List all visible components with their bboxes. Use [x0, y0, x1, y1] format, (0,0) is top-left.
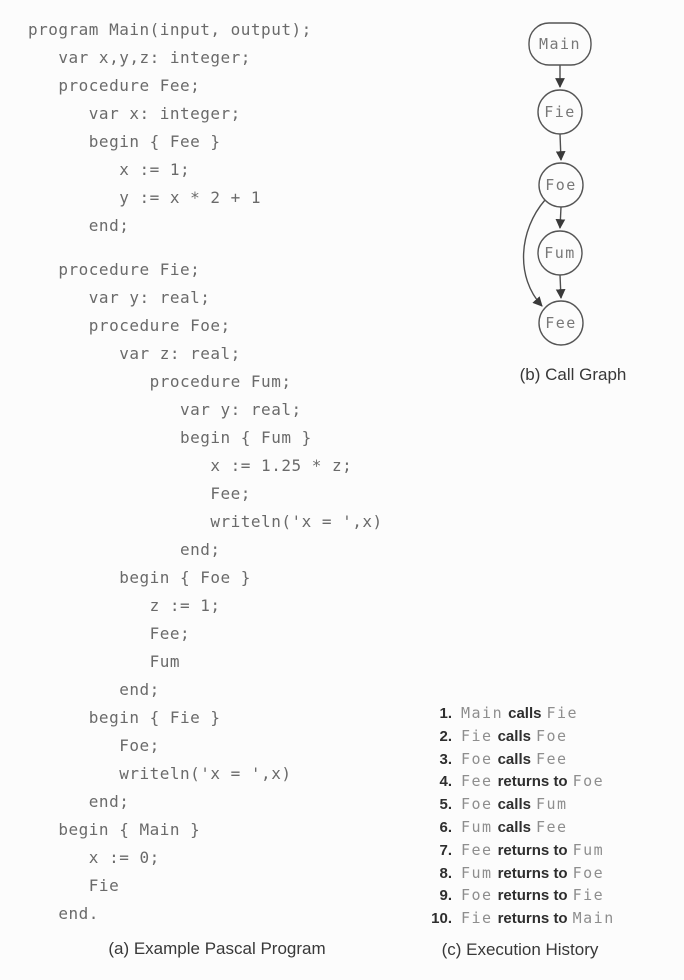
code-line: procedure Fee; — [28, 76, 201, 95]
history-item — [398, 839, 615, 862]
code-line: end; — [28, 680, 160, 699]
caller-name: Fum — [461, 817, 493, 836]
caption-execution-history: (c) Execution History — [441, 940, 599, 959]
caller-name: Fie — [461, 726, 493, 745]
history-item — [398, 770, 615, 793]
graph-node-fee-label: Fee — [545, 314, 577, 332]
graph-node-fum — [538, 231, 582, 275]
callee-name: Fum — [572, 840, 605, 859]
code-line: begin { Fee } — [28, 132, 221, 151]
history-item — [398, 862, 615, 885]
history-item-number: 6. — [439, 818, 452, 836]
history-item — [398, 702, 615, 725]
history-item-number: 1. — [439, 705, 452, 722]
code-line: begin { Foe } — [28, 568, 251, 587]
edge-foe-fum — [560, 207, 561, 228]
code-line: Fum — [28, 652, 180, 671]
graph-node-foe — [539, 163, 583, 207]
caller-name: Fee — [461, 772, 493, 791]
call-graph-svg — [498, 16, 638, 361]
code-line: program Main(input, output); — [28, 20, 312, 39]
code-line: z := 1; — [28, 596, 221, 615]
caller-name: Foe — [461, 886, 493, 905]
code-line: begin { Fum } — [28, 428, 312, 447]
code-line: x := 0; — [28, 848, 160, 867]
code-line: procedure Fie; — [28, 260, 201, 279]
history-verb: calls — [497, 750, 531, 768]
history-item-number: 8. — [439, 864, 452, 882]
edge-fie-foe — [560, 134, 561, 160]
caller-name: Foe — [461, 795, 493, 814]
code-line: procedure Fum; — [28, 372, 292, 391]
history-verb: returns to — [497, 864, 568, 882]
history-verb: calls — [497, 796, 531, 814]
code-line: writeln('x = ',x) — [28, 764, 292, 783]
code-blank-line — [28, 240, 383, 256]
history-item-number: 9. — [439, 887, 452, 905]
history-item-number: 5. — [439, 796, 452, 814]
code-line: var y: real; — [28, 288, 211, 307]
history-verb: calls — [497, 818, 531, 836]
code-line: end; — [28, 216, 130, 235]
graph-node-fum-label: Fum — [544, 244, 576, 262]
code-line: var z: real; — [28, 344, 241, 363]
callee-name: Fie — [572, 886, 605, 905]
code-line: procedure Foe; — [28, 316, 231, 335]
caller-name: Fum — [461, 863, 493, 882]
callee-name: Foe — [572, 863, 605, 882]
history-verb: calls — [497, 727, 531, 745]
code-line: end; — [28, 540, 221, 559]
code-line: end. — [28, 904, 99, 923]
execution-history-list — [398, 702, 615, 930]
history-item — [398, 725, 615, 748]
caller-name: Fee — [461, 840, 493, 859]
code-line: begin { Main } — [28, 820, 201, 839]
history-item — [398, 748, 615, 771]
graph-node-foe-label: Foe — [545, 176, 577, 194]
history-item-number: 3. — [439, 750, 452, 768]
history-verb: returns to — [497, 910, 568, 928]
code-line: Fee; — [28, 624, 191, 643]
history-verb: calls — [508, 705, 542, 722]
code-line: Fie — [28, 876, 120, 895]
graph-node-fie-label: Fie — [544, 103, 576, 121]
history-item — [398, 907, 615, 930]
history-item-number: 2. — [439, 727, 452, 745]
callee-name: Fee — [535, 817, 568, 836]
history-item-number: 7. — [439, 841, 452, 859]
code-line: writeln('x = ',x) — [28, 512, 383, 531]
caption-call-graph: (b) Call Graph — [519, 365, 627, 384]
code-line: var x,y,z: integer; — [28, 48, 251, 67]
callee-name: Fee — [535, 749, 568, 768]
code-line: y := x * 2 + 1 — [28, 188, 262, 207]
code-line: begin { Fie } — [28, 708, 221, 727]
history-item-number: 4. — [439, 773, 452, 791]
callee-name: Foe — [572, 772, 605, 791]
pascal-program-listing — [28, 16, 383, 928]
history-verb: returns to — [497, 841, 568, 859]
callee-name: Fie — [546, 704, 579, 722]
callee-name: Foe — [535, 726, 568, 745]
history-item-number: 10. — [431, 910, 452, 928]
callee-name: Main — [572, 909, 615, 928]
caller-name: Main — [461, 704, 504, 722]
code-line: end; — [28, 792, 130, 811]
code-line: x := 1.25 * z; — [28, 456, 353, 475]
graph-node-fie — [538, 90, 582, 134]
history-verb: returns to — [497, 773, 568, 791]
code-line: var y: real; — [28, 400, 302, 419]
caller-name: Foe — [461, 749, 493, 768]
code-line: x := 1; — [28, 160, 191, 179]
callee-name: Fum — [535, 795, 568, 814]
edge-fum-fee — [560, 275, 561, 298]
history-item — [398, 816, 615, 839]
history-item — [398, 793, 615, 816]
graph-node-fee — [539, 301, 583, 345]
code-line: var x: integer; — [28, 104, 241, 123]
caller-name: Fie — [461, 909, 493, 928]
history-item — [398, 884, 615, 907]
graph-node-main-label: Main — [538, 35, 582, 53]
code-line: Foe; — [28, 736, 160, 755]
caption-example-pascal-program: (a) Example Pascal Program — [108, 939, 326, 958]
code-line: Fee; — [28, 484, 251, 503]
history-verb: returns to — [497, 887, 568, 905]
graph-node-main — [529, 23, 591, 65]
